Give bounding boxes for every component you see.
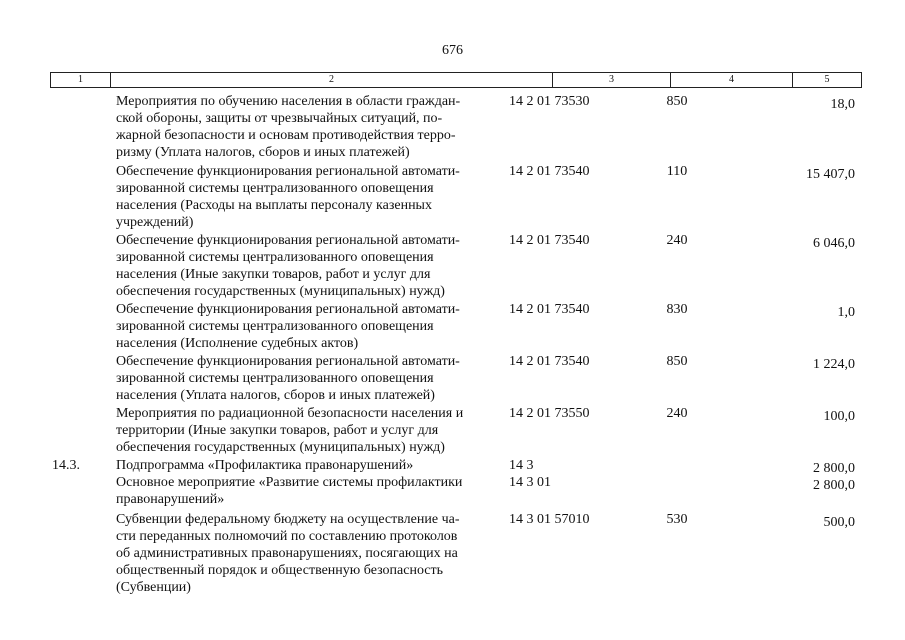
row-type: 830 xyxy=(666,302,688,317)
row-amount: 18,0 xyxy=(830,97,855,112)
description-line: Обеспечение функционирования региональной автомати- xyxy=(116,164,460,179)
table-header xyxy=(50,72,862,88)
description-line: населения (Иные закупки товаров, работ и услуг для xyxy=(116,267,431,282)
description-line: населения (Расходы на выплаты персоналу казенных xyxy=(116,198,432,213)
description-line: Мероприятия по радиационной безопасности населения и xyxy=(116,406,464,421)
description-line: Мероприятия по обучению населения в области граждан- xyxy=(116,94,461,109)
description-line: обеспечения государственных (муниципальных) нужд) xyxy=(116,284,445,299)
description-line: Основное мероприятие «Развитие системы профилактики xyxy=(116,475,463,490)
description-line: Подпрограмма «Профилактика правонарушений» xyxy=(116,458,414,473)
row-description xyxy=(116,163,496,231)
row-amount: 6 046,0 xyxy=(813,236,855,251)
row-code: 14 2 01 73540 xyxy=(509,302,590,317)
row-type: 240 xyxy=(666,406,688,421)
header-col-3: 3 xyxy=(553,73,671,87)
row-amount: 2 800,0 xyxy=(813,461,855,476)
description-line: зированной системы централизованного оповещения xyxy=(116,319,434,334)
row-amount: 1 224,0 xyxy=(813,357,855,372)
row-code: 14 2 01 73530 xyxy=(509,94,590,109)
description-line: учреждений) xyxy=(116,215,194,230)
row-code: 14 2 01 73540 xyxy=(509,233,590,248)
description-line: зированной системы централизованного оповещения xyxy=(116,371,434,386)
description-line: зированной системы централизованного оповещения xyxy=(116,250,434,265)
header-col-4: 4 xyxy=(671,73,793,87)
description-line: (Субвенции) xyxy=(116,580,191,595)
header-col-1: 1 xyxy=(51,73,111,87)
row-type: 850 xyxy=(666,354,688,369)
description-line: ской обороны, защиты от чрезвычайных ситуаций, по- xyxy=(116,111,443,126)
row-description xyxy=(116,93,496,161)
row-amount: 500,0 xyxy=(823,515,855,530)
page-number: 676 xyxy=(442,43,463,58)
row-type: 110 xyxy=(666,164,688,179)
row-amount: 2 800,0 xyxy=(813,478,855,493)
row-amount: 100,0 xyxy=(823,409,855,424)
description-line: ризму (Уплата налогов, сборов и иных платежей) xyxy=(116,145,410,160)
description-line: об административных правонарушениях, посягающих на xyxy=(116,546,458,561)
row-code: 14 2 01 73550 xyxy=(509,406,590,421)
description-line: территории (Иные закупки товаров, работ и услуг для xyxy=(116,423,439,438)
row-description xyxy=(116,232,496,300)
row-code: 14 2 01 73540 xyxy=(509,354,590,369)
description-line: населения (Исполнение судебных актов) xyxy=(116,336,359,351)
row-description xyxy=(116,405,496,456)
row-description xyxy=(116,457,496,474)
description-line: Обеспечение функционирования региональной автомати- xyxy=(116,233,460,248)
row-description xyxy=(116,511,496,596)
row-code: 14 3 01 xyxy=(509,475,551,490)
row-code: 14 3 01 57010 xyxy=(509,512,590,527)
row-amount: 1,0 xyxy=(837,305,855,320)
description-line: зированной системы централизованного оповещения xyxy=(116,181,434,196)
row-type: 530 xyxy=(666,512,688,527)
header-col-2: 2 xyxy=(111,73,553,87)
row-amount: 15 407,0 xyxy=(806,167,855,182)
description-line: Обеспечение функционирования региональной автомати- xyxy=(116,302,460,317)
row-description xyxy=(116,353,496,404)
row-description xyxy=(116,301,496,352)
row-type: 850 xyxy=(666,94,688,109)
description-line: Субвенции федеральному бюджету на осуществление ча- xyxy=(116,512,460,527)
description-line: Обеспечение функционирования региональной автомати- xyxy=(116,354,460,369)
description-line: обеспечения государственных (муниципальных) нужд) xyxy=(116,440,445,455)
description-line: сти переданных полномочий по составлению протоколов xyxy=(116,529,458,544)
row-code: 14 3 xyxy=(509,458,534,473)
description-line: населения (Уплата налогов, сборов и иных платежей) xyxy=(116,388,435,403)
row-code: 14 2 01 73540 xyxy=(509,164,590,179)
description-line: правонарушений» xyxy=(116,492,225,507)
row-description xyxy=(116,474,496,508)
description-line: жарной безопасности и основам противодействия терро- xyxy=(116,128,456,143)
header-col-5: 5 xyxy=(824,74,830,85)
description-line: общественный порядок и общественную безопасность xyxy=(116,563,444,578)
row-number: 14.3. xyxy=(52,458,80,473)
row-type: 240 xyxy=(666,233,688,248)
